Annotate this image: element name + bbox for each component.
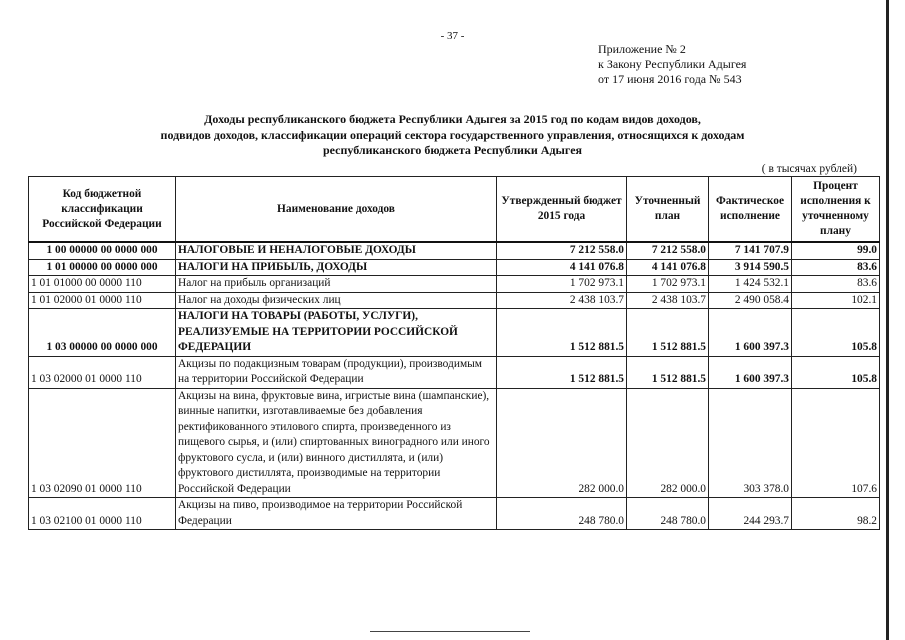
header-percent: Процент исполнения к уточненному плану [792, 177, 880, 243]
table-row [29, 309, 880, 357]
row-approved: 248 780.0 [497, 498, 627, 530]
appendix-line-2: к Закону Республики Адыгея [598, 57, 747, 71]
row-updated: 4 141 076.8 [627, 259, 709, 276]
scan-footer-line [370, 631, 530, 632]
row-percent: 105.8 [792, 356, 880, 388]
row-percent: 99.0 [792, 242, 880, 259]
row-percent: 105.8 [792, 309, 880, 357]
row-name: НАЛОГОВЫЕ И НЕНАЛОГОВЫЕ ДОХОДЫ [176, 242, 497, 259]
units-note: ( в тысячах рублей) [761, 163, 857, 175]
row-code: 1 03 02090 01 0000 110 [29, 388, 176, 498]
row-percent: 83.6 [792, 259, 880, 276]
header-approved: Утвержденный бюджет 2015 года [497, 177, 627, 243]
row-name: Акцизы на пиво, производимое на территории Российской Федерации [176, 498, 497, 530]
row-code: 1 01 02000 01 0000 110 [29, 292, 176, 309]
row-updated: 282 000.0 [627, 388, 709, 498]
row-approved: 1 512 881.5 [497, 309, 627, 357]
row-actual: 3 914 590.5 [709, 259, 792, 276]
header-code: Код бюджетной классификации Российской Федерации [29, 177, 176, 243]
row-percent: 83.6 [792, 276, 880, 293]
row-approved: 7 212 558.0 [497, 242, 627, 259]
row-actual: 1 600 397.3 [709, 356, 792, 388]
title-line-1: Доходы республиканского бюджета Республики Адыгея за 2015 год по кодам видов доходов, [204, 112, 701, 126]
table-row [29, 356, 880, 388]
row-name: Акцизы на вина, фруктовые вина, игристые вина (шампанские), винные напитки, изготавливаемые без добавления ректификованного этилового спирта, произведенного из пищевого сырья, и (или) спиртованных виноградного или иного фруктового сусла, и (или) винного дистиллята, и (или) фруктового дистиллята, производимые на территории Российской Федерации [176, 388, 497, 498]
row-percent: 98.2 [792, 498, 880, 530]
row-approved: 1 512 881.5 [497, 356, 627, 388]
row-code: 1 03 00000 00 0000 000 [29, 309, 176, 357]
row-updated: 1 702 973.1 [627, 276, 709, 293]
table-header-row [29, 177, 880, 243]
appendix-line-1: Приложение № 2 [598, 42, 686, 56]
row-name: Налог на прибыль организаций [176, 276, 497, 293]
row-code: 1 01 01000 00 0000 110 [29, 276, 176, 293]
row-updated: 2 438 103.7 [627, 292, 709, 309]
row-updated: 7 212 558.0 [627, 242, 709, 259]
table-row [29, 259, 880, 276]
row-percent: 102.1 [792, 292, 880, 309]
header-actual: Фактическое исполнение [709, 177, 792, 243]
page-number: - 37 - [440, 30, 465, 42]
row-approved: 4 141 076.8 [497, 259, 627, 276]
row-actual: 2 490 058.4 [709, 292, 792, 309]
row-actual: 7 141 707.9 [709, 242, 792, 259]
header-name: Наименование доходов [176, 177, 497, 243]
row-approved: 1 702 973.1 [497, 276, 627, 293]
row-approved: 282 000.0 [497, 388, 627, 498]
row-code: 1 01 00000 00 0000 000 [29, 259, 176, 276]
row-actual: 303 378.0 [709, 388, 792, 498]
title-line-3: республиканского бюджета Республики Адыгея [322, 143, 583, 157]
table-row [29, 242, 880, 259]
row-updated: 248 780.0 [627, 498, 709, 530]
row-name: Налог на доходы физических лиц [176, 292, 497, 309]
row-code: 1 03 02000 01 0000 110 [29, 356, 176, 388]
document-title [60, 112, 845, 159]
revenue-table [28, 176, 880, 530]
table-row [29, 292, 880, 309]
row-name: Акцизы по подакцизным товарам (продукции), производимым на территории Российской Федерации [176, 356, 497, 388]
row-updated: 1 512 881.5 [627, 309, 709, 357]
row-updated: 1 512 881.5 [627, 356, 709, 388]
header-updated: Уточненный план [627, 177, 709, 243]
row-actual: 1 424 532.1 [709, 276, 792, 293]
row-code: 1 00 00000 00 0000 000 [29, 242, 176, 259]
table-row [29, 276, 880, 293]
appendix-block [598, 42, 746, 87]
scan-page-edge [886, 0, 889, 640]
row-percent: 107.6 [792, 388, 880, 498]
table-row [29, 498, 880, 530]
appendix-line-3: от 17 июня 2016 года № 543 [598, 72, 742, 86]
row-name: НАЛОГИ НА ТОВАРЫ (РАБОТЫ, УСЛУГИ), РЕАЛИЗУЕМЫЕ НА ТЕРРИТОРИИ РОССИЙСКОЙ ФЕДЕРАЦИИ [176, 309, 497, 357]
row-approved: 2 438 103.7 [497, 292, 627, 309]
row-code: 1 03 02100 01 0000 110 [29, 498, 176, 530]
table-row [29, 388, 880, 498]
row-name: НАЛОГИ НА ПРИБЫЛЬ, ДОХОДЫ [176, 259, 497, 276]
row-actual: 1 600 397.3 [709, 309, 792, 357]
title-line-2: подвидов доходов, классификации операций сектора государственного управления, относящихся к доходам [160, 127, 745, 142]
row-actual: 244 293.7 [709, 498, 792, 530]
